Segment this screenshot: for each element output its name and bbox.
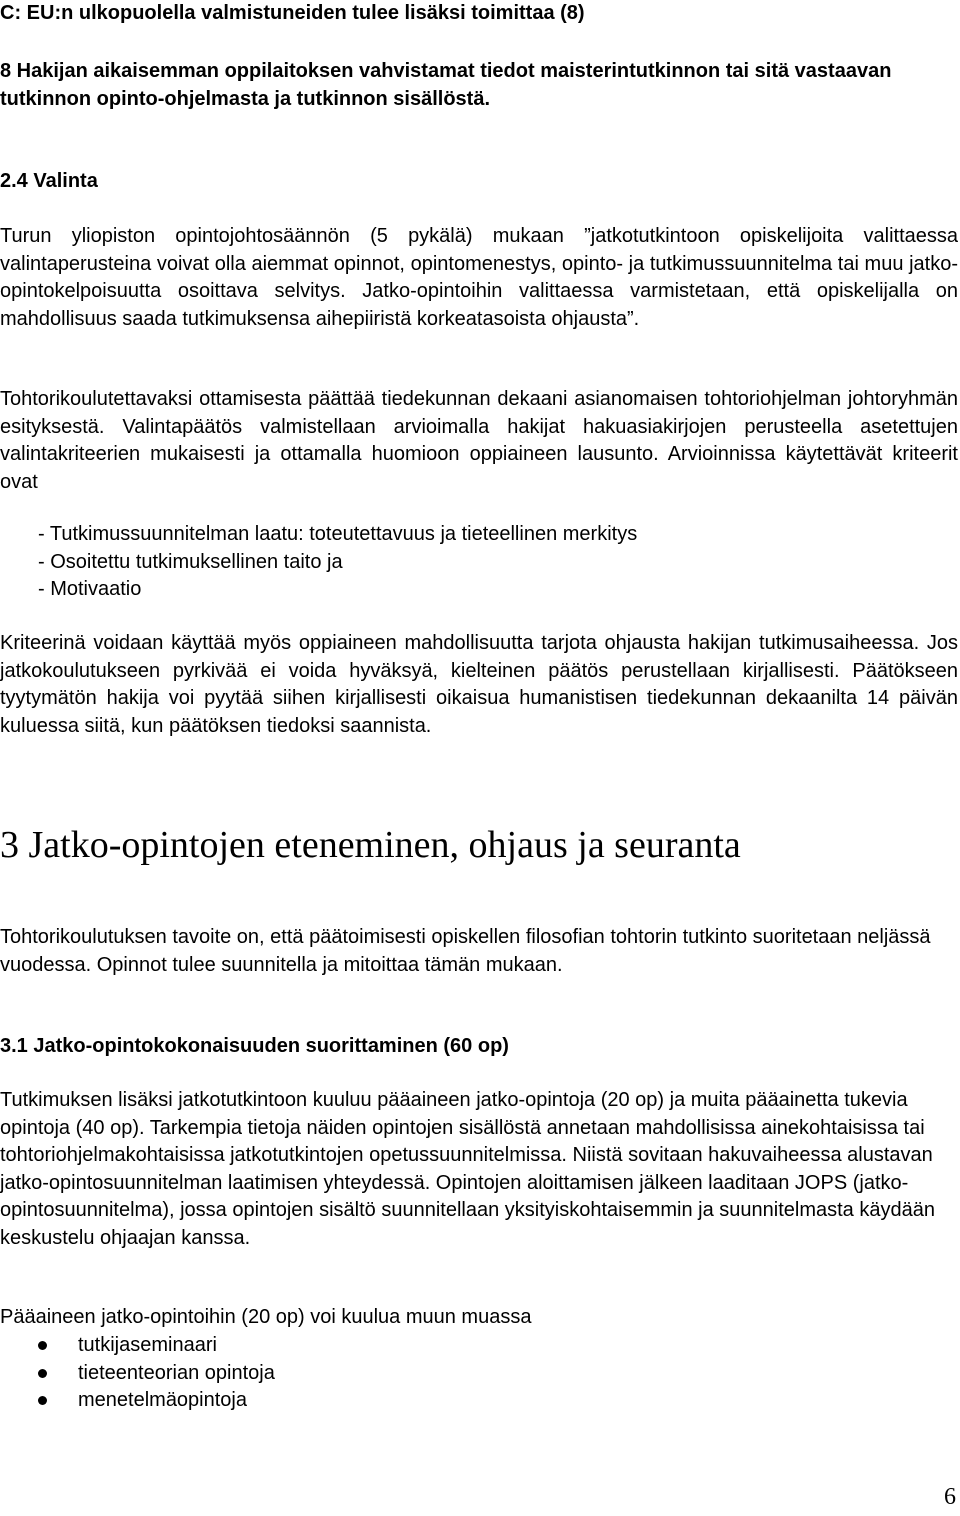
list-item-label: tutkijaseminaari [78, 1334, 217, 1356]
list-item-label: tieteenteorian opintoja [78, 1361, 275, 1384]
list-item [0, 1387, 958, 1415]
section-c-heading: C: EU:n ulkopuolella valmistuneiden tulee lisäksi toimittaa (8) [0, 2, 585, 24]
list-item [0, 1360, 958, 1388]
list-item-label: menetelmäopintoja [78, 1389, 247, 1411]
criteria-item: - Osoitettu tutkimuksellinen taito ja [38, 550, 343, 573]
criteria-list [0, 521, 960, 604]
section-2-4-paragraph-1: Turun yliopiston opintojohtosäännön (5 pykälä) mukaan ”jatkotutkintoon opiskelijoita valittaessa valintaperusteina voivat olla aiemmat opinnot, opintomenestys, opinto- ja tutkimussuunnitelma tai muu jatko-opintokelpoisuutta osoittava selvitys. Jatko-opintoihin valittaessa varmistetaan, että opiskelijalla on mahdollisuus saada tutkimuksensa aihepiiristä korkeatasoista ohjausta”. [0, 225, 958, 330]
criteria-item: - Motivaatio [38, 578, 142, 600]
section-2-4-paragraph-2: Tohtorikoulutettavaksi ottamisesta päättää tiedekunnan dekaani asianomaisen tohtoriohjelman johtoryhmän esityksestä. Valintapäätös valmistellaan arvioimalla hakijat hakuasiakirjojen perusteella asetettujen valintakriteerien mukaisesti ja ottamalla huomioon oppiaineen lausunto. Arvioinnissa käytettävät kriteerit ovat [0, 388, 958, 493]
section-c-item-8: 8 Hakijan aikaisemman oppilaitoksen vahvistamat tiedot maisterintutkinnon tai sitä vastaavan tutkinnon opinto-ohjelmasta ja tutkinnon sisällöstä. [0, 60, 892, 110]
section-2-4-heading: 2.4 Valinta [0, 170, 98, 192]
section-3-1-paragraph-2: Pääaineen jatko-opintoihin (20 op) voi kuulua muun muassa [0, 1306, 532, 1328]
bullet-icon [38, 1396, 47, 1405]
criteria-item: - Tutkimussuunnitelman laatu: toteutettavuus ja tieteellinen merkitys [38, 523, 638, 545]
section-3-1-heading: 3.1 Jatko-opintokokonaisuuden suorittaminen (60 op) [0, 1035, 509, 1057]
section-3-paragraph-1: Tohtorikoulutuksen tavoite on, että päätoimisesti opiskellen filosofian tohtorin tutkinto suoritetaan neljässä vuodessa. Opinnot tulee suunnitella ja mitoittaa tämän mukaan. [0, 926, 931, 976]
page-number: 6 [944, 1484, 956, 1510]
bullet-icon [38, 1369, 47, 1378]
study-bullet-list [0, 1332, 958, 1415]
list-item [0, 1332, 958, 1360]
section-2-4-paragraph-3: Kriteerinä voidaan käyttää myös oppiaineen mahdollisuutta tarjota ohjausta hakijan tutkimusaiheessa. Jos jatkokoulutukseen pyrkivää ei voida hyväksyä, kielteinen päätös perustellaan kirjallisesti. Päätökseen tyytymätön hakija voi pyytää siihen kirjallisesti oikaisua humanistisen tiedekunnan dekaanilta 14 päivän kuluessa siitä, kun päätöksen tiedoksi saannista. [0, 632, 958, 737]
bullet-icon [38, 1341, 47, 1350]
section-3-heading: 3 Jatko-opintojen eteneminen, ohjaus ja seuranta [0, 824, 741, 866]
section-3-1-paragraph-1: Tutkimuksen lisäksi jatkotutkintoon kuuluu pääaineen jatko-opintoja (20 op) ja muita pääainetta tukevia opintoja (40 op). Tarkempia tietoja näiden opintojen sisällöstä annetaan mahdollisissa ainekohtaisissa tai tohtoriohjelmakohtaisissa jatkotutkintojen opetussuunnitelmissa. Niistä sovitaan hakuvaiheessa alustavan jatko-opintosuunnitelman laatimisen yhteydessä. Opintojen aloittamisen jälkeen laaditaan JOPS (jatko-opintosuunnitelma), jossa opintojen sisältö suunnitellaan yksityiskohtaisemmin ja suunnitelmasta käydään keskustelu ohjaajan kanssa. [0, 1089, 935, 1249]
